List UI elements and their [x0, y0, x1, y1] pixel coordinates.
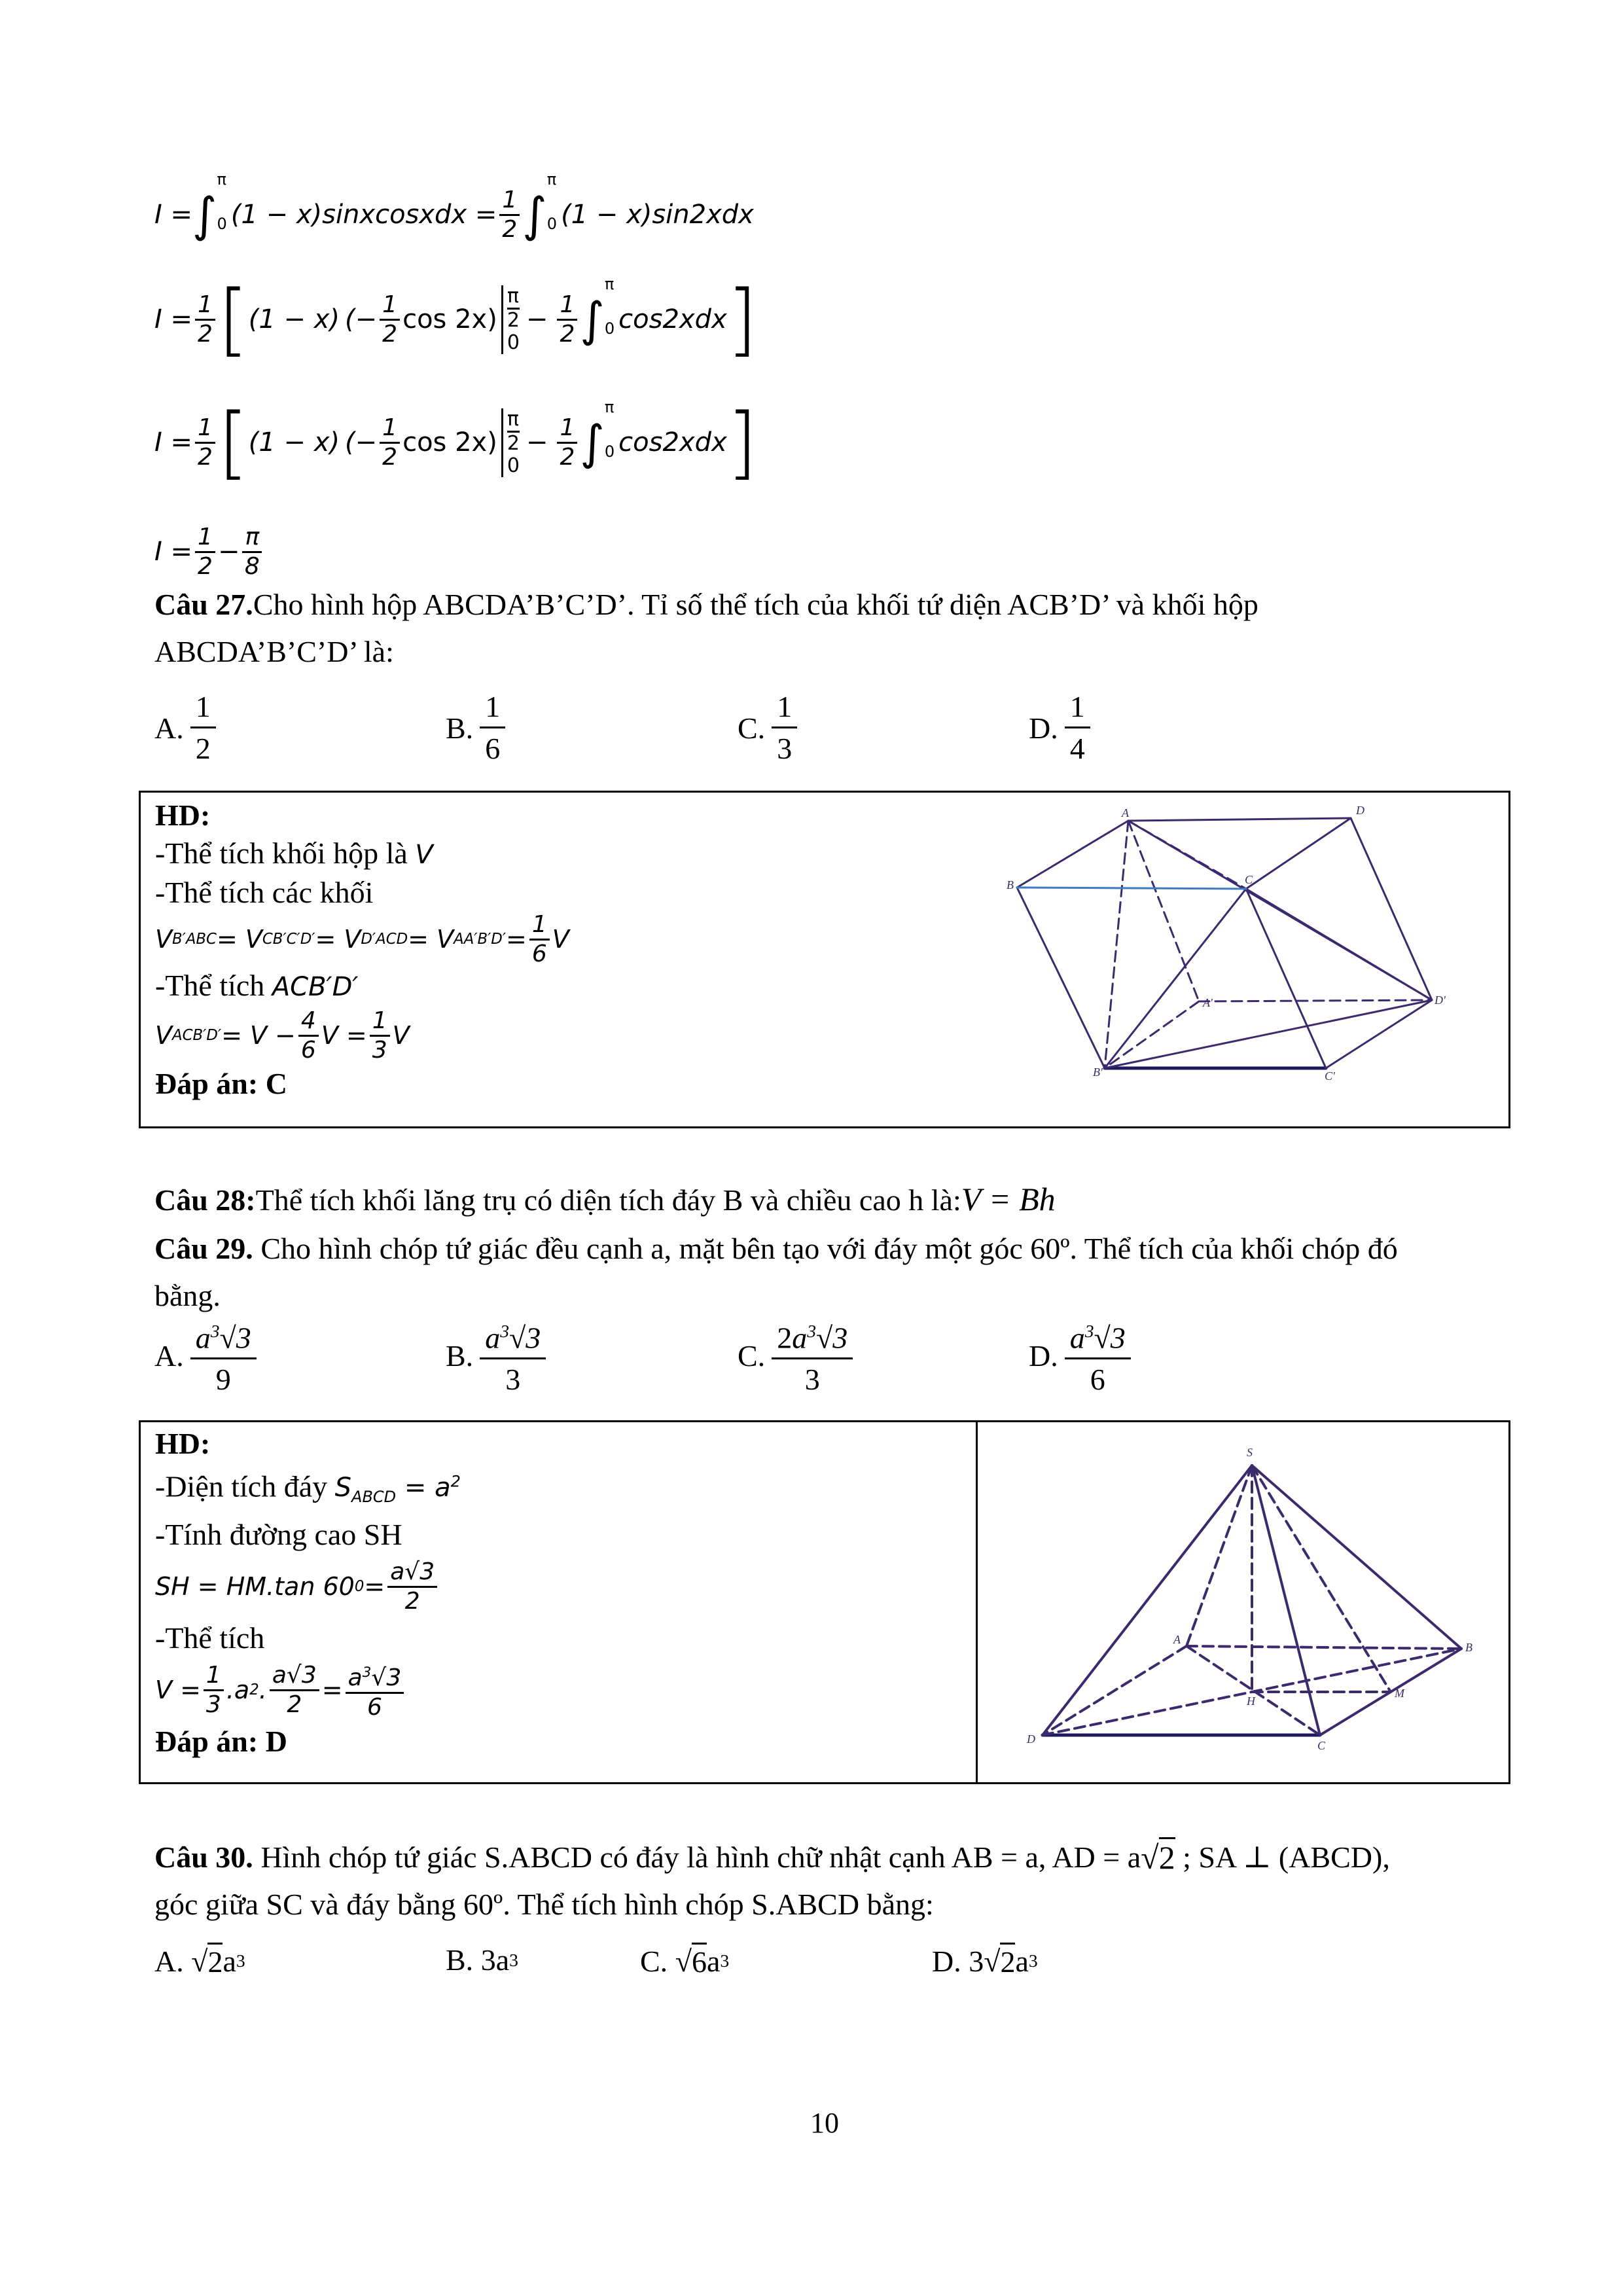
label-C1: C': [1325, 1069, 1335, 1083]
q27-option-d[interactable]: D. $\frac{1}{4}$: [1029, 687, 1090, 769]
question-30: Câu 30. Hình chóp tứ giác S.ABCD có đáy là hình chữ nhật cạnh AB = a, AD = a √2 ; SA ⊥ (ABCD), góc giữa SC và đáy bằng 60º. Thể tích hình chóp S.ABCD bằng:: [154, 1834, 1503, 1928]
q27-option-a[interactable]: A. $\frac{1}{2}$: [154, 687, 216, 769]
integral-line-4: I = $\frac{1}{2}$ − $\frac{\pi}{8}$: [154, 516, 264, 588]
q29-option-a[interactable]: A. $\frac{a^3√3}{9}$: [154, 1312, 257, 1400]
label-C: C: [1317, 1739, 1326, 1752]
label-B: B: [1007, 878, 1014, 891]
q30-option-a[interactable]: A. √ 2 a 3: [154, 1943, 245, 1979]
label-S: S: [1247, 1446, 1253, 1459]
pyramid-figure: [978, 1422, 1508, 1782]
q29-option-b[interactable]: B. $\frac{a^3√3}{3}$: [446, 1312, 546, 1400]
q29-option-d[interactable]: D. $\frac{a^3√3}{6}$: [1029, 1312, 1131, 1400]
height-equation: SH = HM.tan 60 0 = $\frac{a√3}{2}$: [155, 1554, 967, 1619]
volume-equation: V = $\frac{1}{3}$ .a 2 . $\frac{a√3}{2}$ = $\frac{a^3√3}{6}$: [155, 1657, 967, 1723]
label-M: M: [1395, 1687, 1404, 1700]
q30-option-d[interactable]: D. 3 √ 2 a 3: [932, 1943, 1038, 1979]
answer-label: Đáp án: C: [155, 1067, 287, 1100]
q29-option-c[interactable]: C. $\frac{2a^3√3}{3}$: [738, 1312, 853, 1400]
integral-line-1: I = ∫ π 0 (1 − x)sinxcosxdx = $\frac{1}{2}$ ∫ π 0 (1 − x)sin2xdx: [154, 170, 754, 243]
q29-solution-text: HD: -Diện tích đáy $S_{ABCD} = a^2$ -Tính đường cao SH SH = HM.tan 60 0 = $\frac{a√3}{2}$ -Thể tích V = $\frac{1}{3}$ .a 2 . $\frac{a√3}{2}$ = $\frac{a^3√3}{6}$ Đáp án: D: [155, 1425, 967, 1761]
label-D: D: [1027, 1732, 1035, 1746]
label-A: A: [1122, 806, 1129, 819]
limits: π 0: [217, 170, 227, 233]
parallelepiped-figure-main: [976, 791, 1510, 1128]
question-29: Câu 29. Cho hình chóp tứ giác đều cạnh a, mặt bên tạo với đáy một góc 60º. Thể tích của khối chóp đó bằng.: [154, 1232, 1398, 1312]
q27-option-b[interactable]: B. $\frac{1}{6}$: [446, 687, 505, 769]
integral-sign: ∫: [522, 187, 547, 242]
question-label: Câu 27.: [154, 588, 253, 621]
box-divider: [976, 1422, 978, 1782]
question-label: Câu 30.: [154, 1840, 253, 1874]
label-B: B: [1465, 1641, 1472, 1654]
q30-option-b[interactable]: B. 3 a 3: [446, 1943, 518, 1977]
label-A1: A': [1203, 996, 1213, 1009]
q30-option-c[interactable]: C. √ 6 a 3: [640, 1943, 729, 1979]
label-H: H: [1247, 1695, 1255, 1708]
lhs: I =: [154, 200, 193, 230]
q27-option-c[interactable]: C. $\frac{1}{3}$: [738, 687, 797, 769]
label-B1: B': [1093, 1066, 1103, 1079]
page-number: 10: [810, 2107, 839, 2139]
question-label: Câu 29.: [154, 1232, 253, 1265]
integral-line-3: I = $\frac{1}{2}$ [ (1 − x) (− $\frac{1}{2}$ cos 2x) π 2 0 − $\frac{1}{2}$ ∫ π 0 cos2xdx ]: [154, 397, 758, 488]
fraction-half: $\frac{1}{2}$: [499, 187, 520, 243]
integral-sign: ∫: [192, 187, 217, 242]
label-D1: D': [1435, 994, 1446, 1007]
volume-equation: V B′ABC = V CB′C′D′ = V D′ACD = V AA′B′D′ = $\frac{1}{6}$ V: [155, 910, 569, 967]
label-C: C: [1245, 873, 1253, 886]
answer-label: Đáp án: D: [155, 1725, 287, 1759]
question-28: Câu 28:Thể tích khối lăng trụ có diện tích đáy B và chiều cao h là:V = Bh: [154, 1181, 1056, 1217]
question-label: Câu 28:: [154, 1183, 256, 1217]
question-27: Câu 27.Cho hình hộp ABCDA’B’C’D’. Tỉ số thể tích của khối tứ diện ACB’D’ và khối hộp ABCDA’B’C’D’ là:: [154, 588, 1258, 668]
label-D: D: [1356, 804, 1364, 817]
volume-result: V ACB′D′ = V − $\frac{4}{6}$ V = $\frac{1}{3}$ V: [155, 1007, 410, 1064]
sqrt-2: √2: [1141, 1834, 1175, 1881]
integral-line-2: I = $\frac{1}{2}$ [ (1 − x) (− $\frac{1}{2}$ cos 2x) π 2 0 − $\frac{1}{2}$ ∫ π 0 cos2xdx ]: [154, 274, 758, 365]
q27-solution-text: HD: -Thể tích khối hộp là V -Thể tích các khối V B′ABC = V CB′C′D′ = V D′ACD = V AA′B′D′ = $\frac{1}{6}$ V -Thể tích ACB′D′ V ACB′D′ = V − $\frac{4}{6}$ V = $\frac{1}{3}$ V Đáp án: C: [155, 797, 973, 1103]
label-A: A: [1173, 1633, 1181, 1646]
